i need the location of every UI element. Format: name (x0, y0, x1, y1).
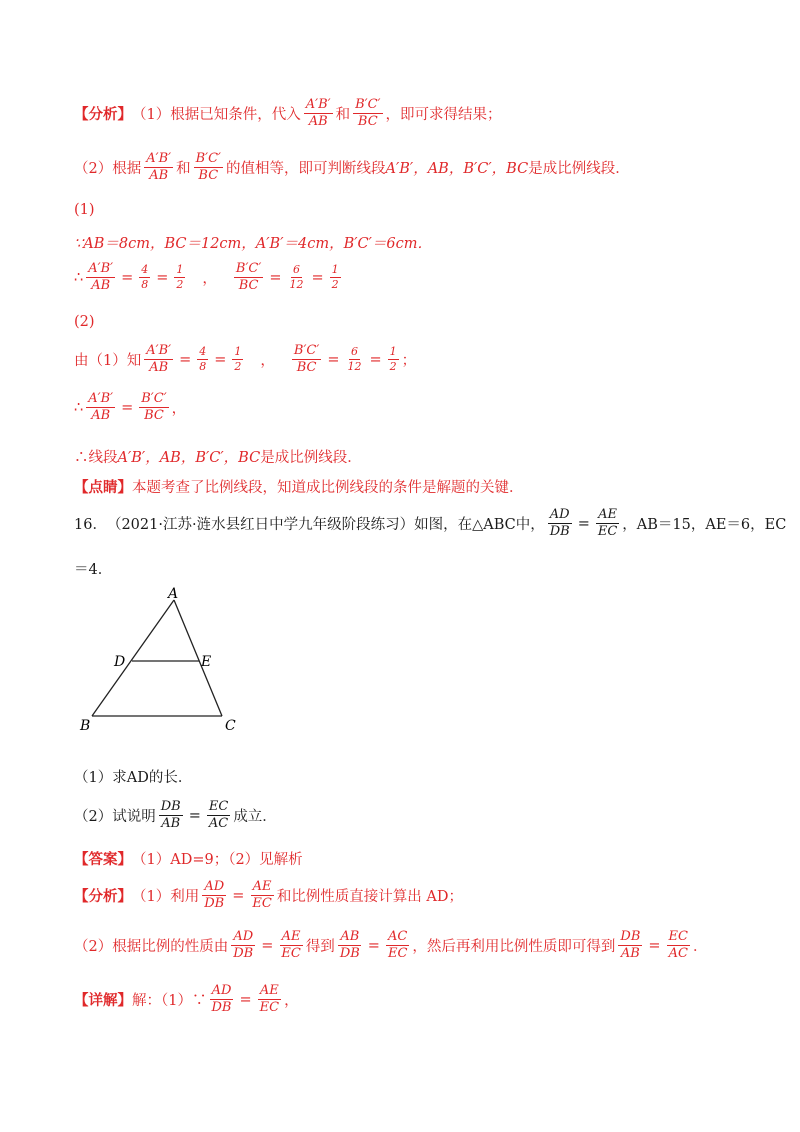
text: (1) (74, 202, 95, 218)
text: 成立． (233, 809, 277, 826)
frac-den: BC (198, 168, 219, 184)
frac-num: AE (258, 984, 281, 1000)
frac-num: A′B′ (86, 392, 115, 408)
analysis-16-line-2 (74, 930, 760, 962)
text: ． (692, 939, 708, 956)
frac-num: AB (338, 930, 361, 946)
conclusion-line (74, 446, 760, 467)
frac-den: AB (91, 278, 111, 294)
fraction-ec-ac (667, 930, 690, 962)
equals: = (121, 269, 134, 286)
text: 和比例性质直接计算出 AD； (276, 889, 464, 906)
fraction-bpcp-bc (292, 344, 321, 376)
frac-den: 2 (234, 360, 242, 374)
frac-den: AB (91, 408, 111, 424)
triangle-figure (74, 580, 264, 740)
frac-num: A′B′ (144, 152, 173, 168)
fraction-ae-ec (279, 930, 302, 962)
fraction-bpcp-bc (234, 262, 263, 294)
frac-den: EC (259, 1000, 280, 1016)
text: ＝4． (74, 562, 113, 578)
label-d: D (114, 654, 126, 670)
frac-den: 2 (389, 360, 397, 374)
answer-line (74, 848, 760, 869)
text: 是成比例线段． (528, 161, 630, 178)
equals: = (648, 937, 661, 954)
segments: A′B′，AB，B′C′，BC (385, 161, 529, 178)
frac-num: DB (159, 800, 183, 816)
label-e: E (201, 654, 212, 670)
text: 得到 (305, 939, 335, 956)
text: ，然后再利用比例性质即可得到 (412, 939, 616, 956)
frac-den: EC (597, 524, 618, 540)
part-1-label (74, 202, 760, 218)
fraction-1-2 (232, 346, 243, 373)
frac-num: AD (548, 508, 572, 524)
frac-num: 6 (349, 346, 360, 360)
frac-den: DB (549, 524, 570, 540)
equals: = (269, 269, 282, 286)
fraction-4-8 (197, 346, 208, 373)
fraction-apbp-ab (144, 344, 173, 376)
equals: = (261, 937, 274, 954)
frac-num: B′C′ (353, 98, 382, 114)
therefore-symbol: ∴ (74, 399, 84, 416)
frac-num: A′B′ (144, 344, 173, 360)
text: （2021·江苏·涟水县红日中学九年级阶段练习）如图，在△ABC中， (106, 517, 545, 534)
text: （1）根据已知条件，代入 (132, 107, 301, 124)
frac-den: 8 (199, 360, 207, 374)
frac-num: AC (386, 930, 409, 946)
frac-num: B′C′ (139, 392, 168, 408)
text: ， (284, 993, 299, 1010)
problem-number: 16． (74, 517, 107, 534)
frac-den: AC (208, 816, 229, 832)
text: （2）根据比例的性质由 (74, 939, 229, 956)
text: （2）根据 (74, 161, 142, 178)
equals: = (369, 351, 382, 368)
problem-16-stem (74, 507, 787, 540)
frac-num: DB (618, 930, 642, 946)
frac-num: AD (231, 930, 255, 946)
equals: = (367, 937, 380, 954)
text: （1）求AD的长． (74, 770, 193, 786)
frac-num: 1 (330, 264, 341, 278)
frac-den: BC (357, 114, 378, 130)
frac-num: 6 (291, 264, 302, 278)
frac-num: EC (667, 930, 690, 946)
frac-den: BC (296, 360, 317, 376)
equals: = (188, 807, 201, 824)
fraction-ae-ec (258, 984, 281, 1016)
point-tag: 【点睛】 (74, 479, 132, 496)
frac-den: DB (233, 946, 254, 962)
equals: = (214, 351, 227, 368)
fraction-1-2 (174, 264, 185, 291)
text: 由（1）知 (74, 353, 142, 370)
frac-den: 8 (141, 278, 149, 292)
text: （1）利用 (132, 889, 200, 906)
text: 和 (335, 107, 351, 124)
point-line (74, 476, 760, 497)
frac-num: AD (210, 984, 234, 1000)
segments: A′B′，AB，B′C′，BC (117, 450, 261, 466)
text: 和 (176, 161, 191, 178)
text: ∴线段 (74, 450, 118, 466)
frac-num: B′C′ (194, 152, 223, 168)
equals: = (327, 351, 340, 368)
frac-num: 4 (139, 264, 150, 278)
equals: = (239, 991, 252, 1008)
frac-num: AE (251, 880, 274, 896)
frac-num: AE (280, 930, 303, 946)
frac-num: EC (207, 800, 230, 816)
text: 是成比例线段． (260, 450, 362, 466)
frac-den: AB (149, 360, 169, 376)
frac-den: AB (161, 816, 181, 832)
frac-den: 2 (331, 278, 339, 292)
fraction-db-ab (618, 930, 642, 962)
analysis-tag: 【分析】 (74, 888, 132, 906)
fraction-bpcp-bc (139, 392, 168, 424)
semicolon: ； (401, 353, 417, 370)
frac-den: EC (387, 946, 408, 962)
fraction-apbp-ab (144, 152, 173, 184)
fraction-6-12 (287, 264, 305, 291)
frac-den: 2 (176, 278, 184, 292)
fraction-6-12 (345, 346, 363, 373)
frac-num: AD (202, 880, 226, 896)
text: ，即可求得结果； (385, 107, 502, 124)
frac-den: DB (339, 946, 360, 962)
equals: = (311, 269, 324, 286)
fraction-ac-ec (386, 930, 409, 962)
side-ac (174, 600, 222, 716)
fraction-db-ab (159, 800, 183, 832)
detail-tag: 【详解】 (74, 992, 132, 1010)
part-2-label (74, 314, 760, 330)
frac-den: 12 (289, 278, 304, 292)
fraction-ae-ec (596, 508, 619, 540)
fraction-ec-ac (207, 800, 230, 832)
frac-num: B′C′ (292, 344, 321, 360)
text: 的值相等，即可判断线段 (226, 161, 386, 178)
frac-den: BC (238, 278, 259, 294)
answer-tag: 【答案】 (74, 851, 132, 868)
frac-num: 1 (388, 346, 399, 360)
fraction-apbp-ab (86, 262, 115, 294)
comma: ， (260, 353, 275, 370)
analysis-16-line-1 (74, 880, 760, 912)
ratio-equality-line (74, 392, 760, 424)
equals: = (179, 351, 192, 368)
frac-den: AC (668, 946, 688, 962)
fraction-apbp-ab (86, 392, 115, 424)
text: (2) (74, 314, 95, 330)
frac-num: 1 (232, 346, 243, 360)
analysis-line-2 (74, 152, 760, 184)
fraction-bpcp-bc (194, 152, 223, 184)
text: ，AB＝15，AE＝6，EC (622, 517, 787, 534)
frac-den: AB (620, 946, 640, 962)
label-b: B (80, 718, 91, 734)
frac-num: A′B′ (304, 98, 333, 114)
frac-num: B′C′ (234, 262, 263, 278)
frac-num: AE (596, 508, 619, 524)
equals: = (156, 269, 169, 286)
fraction-4-8 (139, 264, 150, 291)
equals: = (577, 515, 590, 532)
frac-den: AB (149, 168, 169, 184)
question-1 (74, 766, 760, 787)
text: （1）AD=9；（2）见解析 (132, 852, 303, 868)
frac-den: 12 (347, 360, 362, 374)
frac-den: BC (144, 408, 164, 424)
fraction-ad-db (209, 984, 233, 1016)
frac-num: 1 (174, 264, 185, 278)
fraction-ad-db (231, 930, 255, 962)
frac-num: A′B′ (86, 262, 115, 278)
text: 解：（1）∵ (132, 993, 207, 1010)
label-c: C (225, 718, 236, 734)
equals: = (232, 887, 245, 904)
fraction-ab-db (338, 930, 362, 962)
frac-den: EC (252, 896, 272, 912)
equals: = (121, 399, 134, 416)
text: 本题考查了比例线段，知道成比例线段的条件是解题的关键． (132, 480, 524, 496)
fraction-ae-ec (250, 880, 273, 912)
frac-den: EC (281, 946, 301, 962)
frac-num: 4 (197, 346, 208, 360)
fraction-apbp-ab (304, 98, 333, 130)
fraction-ad-db (202, 880, 226, 912)
side-ab (92, 600, 174, 716)
analysis-tag: 【分析】 (74, 106, 132, 124)
given-values (74, 232, 760, 253)
detail-line (74, 984, 760, 1016)
question-2 (74, 800, 760, 832)
comma: ， (171, 401, 187, 418)
fraction-ad-db (548, 508, 572, 540)
frac-den: AB (308, 114, 328, 130)
frac-den: DB (204, 896, 225, 912)
fraction-1-2 (388, 346, 399, 373)
text: （2）试说明 (74, 809, 156, 826)
fraction-1-2 (330, 264, 341, 291)
computation-line (74, 262, 760, 294)
problem-16-stem-cont (74, 558, 760, 579)
frac-den: DB (211, 1000, 232, 1016)
analysis-line-1 (74, 98, 760, 130)
text: ∵AB＝8cm，BC＝12cm，A′B′＝4cm，B′C′＝6cm． (74, 236, 433, 252)
label-a: A (168, 586, 179, 602)
therefore-symbol: ∴ (74, 269, 84, 286)
comma: ， (202, 271, 217, 288)
fraction-bpcp-bc (353, 98, 382, 130)
from-part1-line (74, 344, 760, 376)
